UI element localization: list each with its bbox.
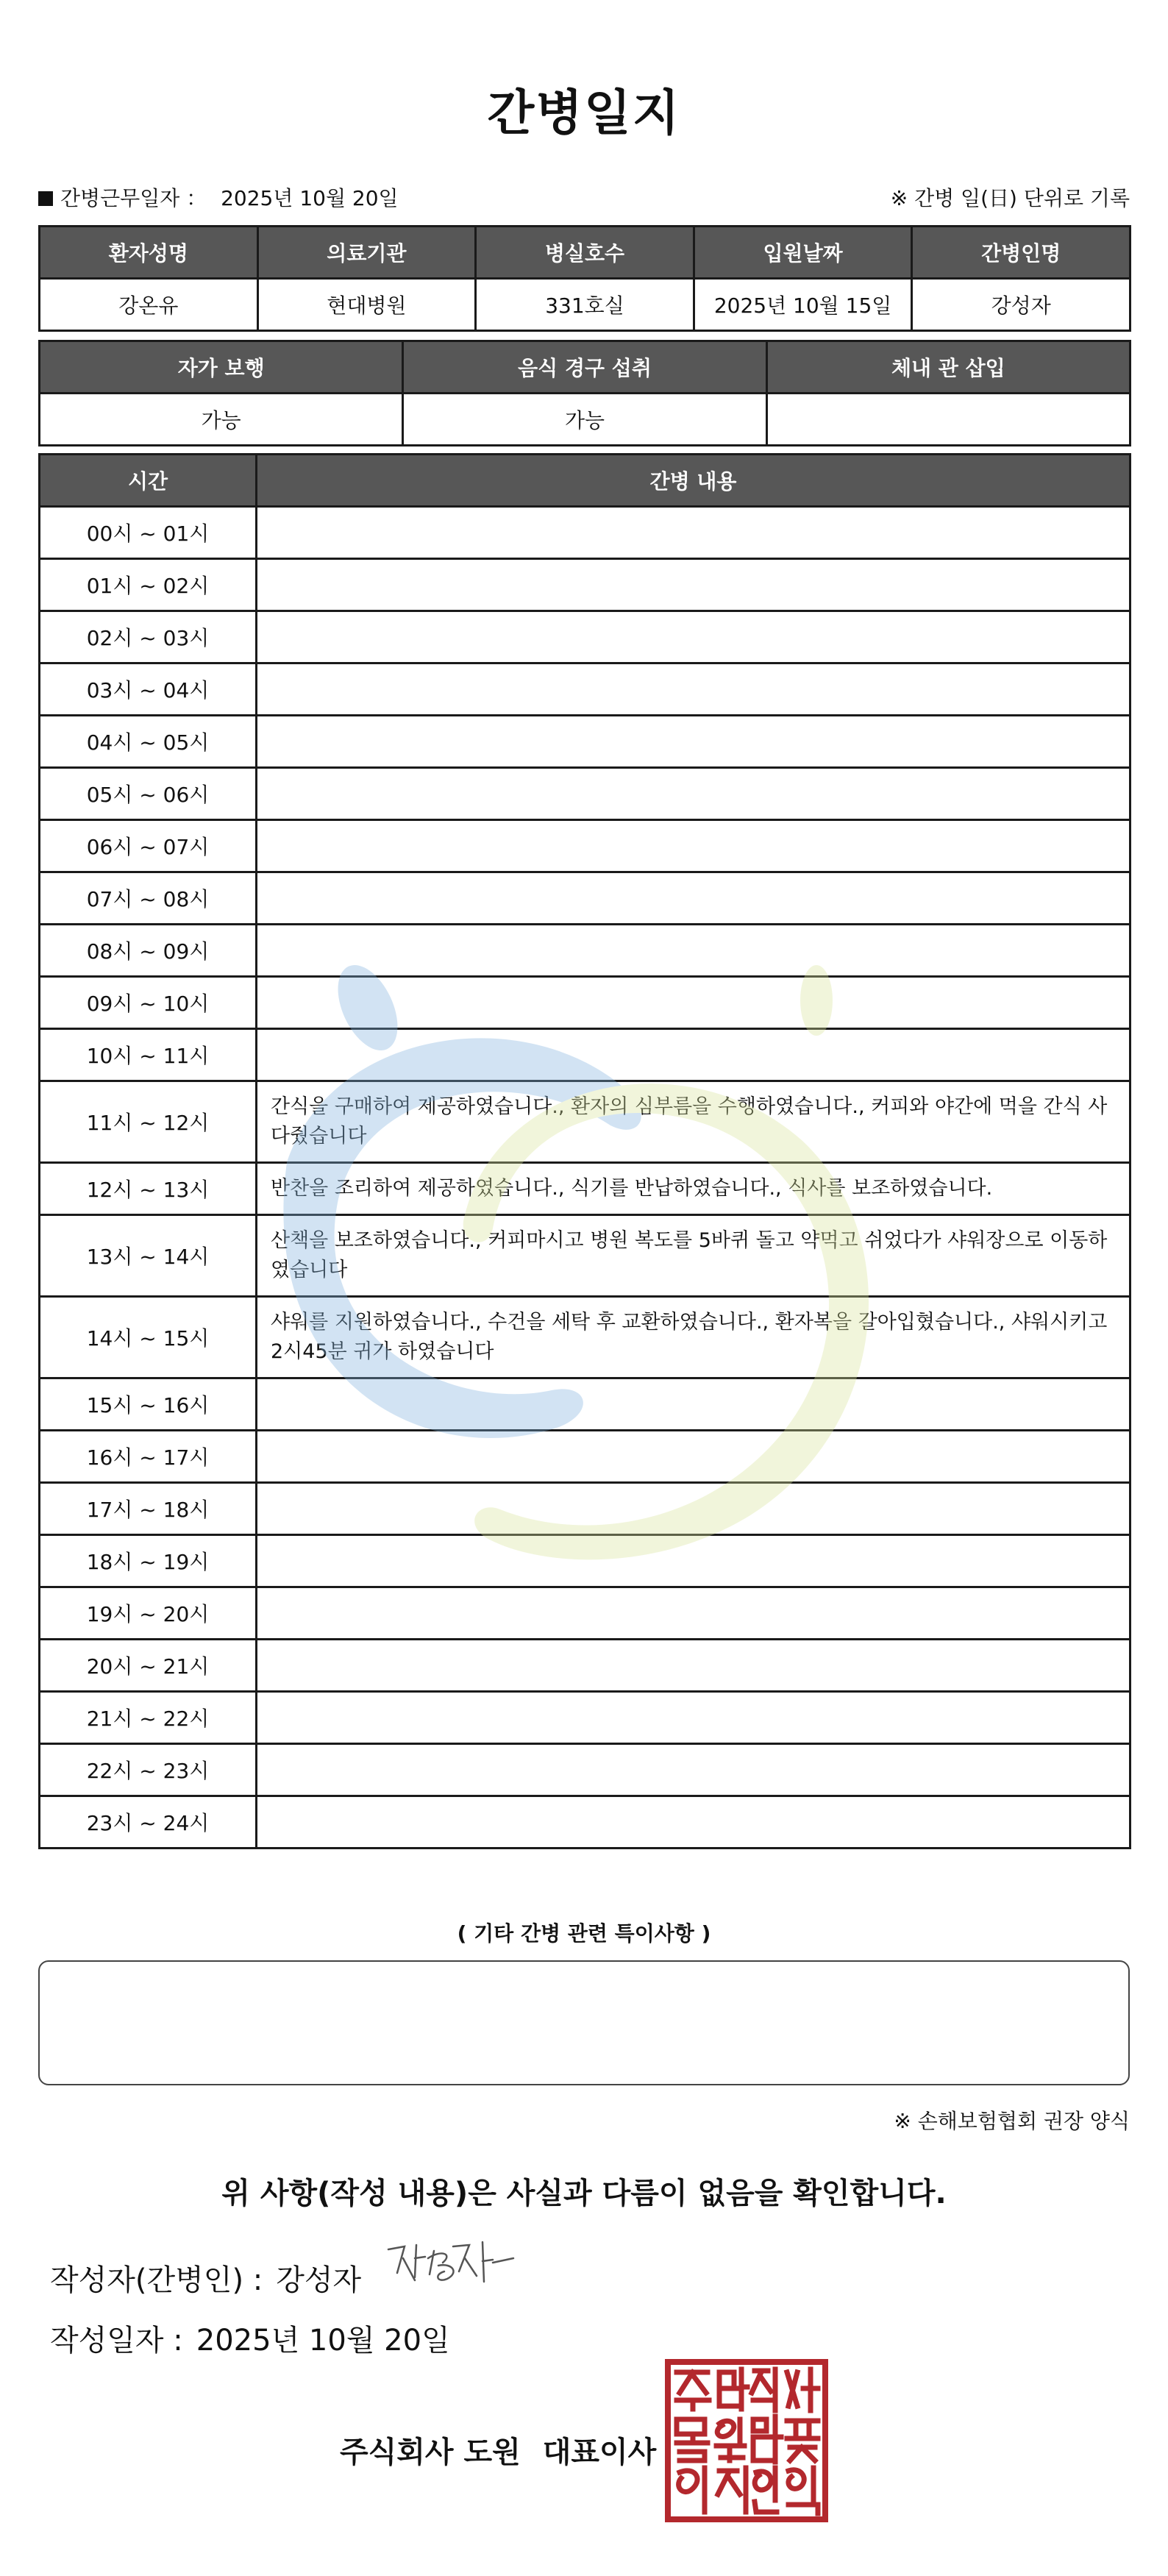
time-cell: 00시 ~ 01시 [40, 507, 257, 559]
time-cell: 14시 ~ 15시 [40, 1297, 257, 1378]
special-notes-box [38, 1960, 1130, 2085]
header-self-walking: 자가 보행 [40, 341, 403, 394]
time-cell: 03시 ~ 04시 [40, 663, 257, 716]
header-caregiver-name: 간병인명 [912, 227, 1130, 279]
writer-line [50, 2257, 361, 2299]
room-number-value: 331호실 [476, 279, 694, 331]
self-walking-value: 가능 [40, 394, 403, 446]
header-room-number: 병실호수 [476, 227, 694, 279]
table-row [40, 716, 1130, 768]
ceo-title: 대표이사 [542, 2436, 657, 2469]
time-cell: 01시 ~ 02시 [40, 559, 257, 611]
time-cell: 09시 ~ 10시 [40, 977, 257, 1029]
care-content-cell [257, 1378, 1130, 1431]
time-cell: 06시 ~ 07시 [40, 820, 257, 872]
writer-label: 작성자(간병인) : [50, 2263, 263, 2297]
time-cell: 18시 ~ 19시 [40, 1535, 257, 1587]
table-row [40, 1587, 1130, 1640]
time-cell: 07시 ~ 08시 [40, 872, 257, 925]
unit-note: ※ 간병 일(日) 단위로 기록 [890, 186, 1130, 210]
company-name: 주식회사 도원 [340, 2436, 521, 2469]
patient-info-header-row [40, 227, 1130, 279]
table-row [40, 1163, 1130, 1215]
care-content-cell [257, 1029, 1130, 1081]
table-row [40, 507, 1130, 559]
table-row [40, 872, 1130, 925]
table-row [40, 1215, 1130, 1297]
work-date-label: 간병근무일자 ： [60, 186, 207, 210]
table-row [40, 1744, 1130, 1796]
care-content-cell [257, 507, 1130, 559]
tube-insertion-value [766, 394, 1130, 446]
header-hospital: 의료기관 [257, 227, 476, 279]
header-oral-intake: 음식 경구 섭취 [403, 341, 766, 394]
care-content-cell [257, 663, 1130, 716]
time-cell: 16시 ~ 17시 [40, 1431, 257, 1483]
care-content-cell [257, 1640, 1130, 1692]
time-cell: 15시 ~ 16시 [40, 1378, 257, 1431]
document-title: 간병일지 [487, 85, 681, 141]
care-content-cell [257, 559, 1130, 611]
hospital-value: 현대병원 [257, 279, 476, 331]
table-row [40, 1029, 1130, 1081]
time-cell: 12시 ~ 13시 [40, 1163, 257, 1215]
special-notes-title: ( 기타 간병 관련 특이사항 ) [457, 1921, 711, 1946]
time-cell: 10시 ~ 11시 [40, 1029, 257, 1081]
handwritten-signature [382, 2236, 522, 2295]
care-content-cell [257, 768, 1130, 820]
care-content-cell [257, 1744, 1130, 1796]
time-cell: 13시 ~ 14시 [40, 1215, 257, 1297]
patient-info-table [38, 225, 1131, 332]
time-cell: 20시 ~ 21시 [40, 1640, 257, 1692]
table-row [40, 1297, 1130, 1378]
table-row [40, 1692, 1130, 1744]
table-row [40, 1640, 1130, 1692]
written-date-value: 2025년 10월 20일 [196, 2324, 450, 2358]
table-row [40, 1431, 1130, 1483]
status-value-row [40, 394, 1130, 446]
work-date-value: 2025년 10월 20일 [221, 186, 399, 210]
patient-info-value-row [40, 279, 1130, 331]
time-cell: 22시 ~ 23시 [40, 1744, 257, 1796]
care-content-cell [257, 1692, 1130, 1744]
confirmation-statement: 위 사항(작성 내용)은 사실과 다름이 없음을 확인합니다. [221, 2177, 947, 2210]
table-row [40, 1483, 1130, 1535]
time-cell: 08시 ~ 09시 [40, 925, 257, 977]
hourly-care-log-table [38, 453, 1131, 1849]
table-row [40, 1535, 1130, 1587]
table-row [40, 768, 1130, 820]
care-content-cell: 샤워를 지원하였습니다., 수건을 세탁 후 교환하였습니다., 환자복을 갈아입혔습니다., 샤워시키고 2시45분 귀가 하였습니다 [257, 1297, 1130, 1378]
time-cell: 11시 ~ 12시 [40, 1081, 257, 1163]
care-content-cell: 산책을 보조하였습니다., 커피마시고 병원 복도를 5바퀴 돌고 약먹고 쉬었다가 샤워장으로 이동하였습니다 [257, 1215, 1130, 1297]
care-content-cell [257, 872, 1130, 925]
care-content-cell [257, 1587, 1130, 1640]
table-row [40, 925, 1130, 977]
table-row [40, 611, 1130, 663]
header-admission-date: 입원날짜 [694, 227, 912, 279]
care-content-cell [257, 1796, 1130, 1849]
patient-status-table [38, 340, 1131, 446]
table-row [40, 820, 1130, 872]
written-date-label: 작성일자 : [50, 2324, 183, 2358]
writer-name: 강성자 [276, 2263, 362, 2297]
square-bullet-icon [38, 191, 53, 206]
table-row [40, 663, 1130, 716]
table-row [40, 977, 1130, 1029]
care-content-cell: 간식을 구매하여 제공하였습니다., 환자의 심부름을 수행하였습니다., 커피와 야간에 먹을 간식 사다줬습니다 [257, 1081, 1130, 1163]
header-care-content: 간병 내용 [257, 455, 1130, 507]
time-cell: 19시 ~ 20시 [40, 1587, 257, 1640]
table-row [40, 559, 1130, 611]
admission-date-value: 2025년 10월 15일 [694, 279, 912, 331]
caregiver-name-value: 강성자 [912, 279, 1130, 331]
care-content-cell [257, 1483, 1130, 1535]
care-content-cell [257, 716, 1130, 768]
care-content-cell [257, 1431, 1130, 1483]
header-patient-name: 환자성명 [40, 227, 258, 279]
time-cell: 23시 ~ 24시 [40, 1796, 257, 1849]
care-content-cell: 반찬을 조리하여 제공하였습니다., 식기를 반납하였습니다., 식사를 보조하였습니다. [257, 1163, 1130, 1215]
table-row [40, 1081, 1130, 1163]
company-line [340, 2429, 656, 2471]
care-content-cell [257, 820, 1130, 872]
time-cell: 17시 ~ 18시 [40, 1483, 257, 1535]
time-cell: 05시 ~ 06시 [40, 768, 257, 820]
company-seal-stamp [663, 2358, 830, 2524]
care-content-cell [257, 1535, 1130, 1587]
care-content-cell [257, 611, 1130, 663]
oral-intake-value: 가능 [403, 394, 766, 446]
table-row [40, 1378, 1130, 1431]
header-time: 시간 [40, 455, 257, 507]
form-source-note: ※ 손해보험협회 권장 양식 [894, 2109, 1130, 2133]
log-header-row [40, 455, 1130, 507]
written-date-line [50, 2317, 450, 2359]
care-content-cell [257, 977, 1130, 1029]
table-row [40, 1796, 1130, 1849]
status-header-row [40, 341, 1130, 394]
time-cell: 04시 ~ 05시 [40, 716, 257, 768]
work-date-line [38, 182, 399, 212]
patient-name-value: 강온유 [40, 279, 258, 331]
header-tube-insertion: 체내 관 삽입 [766, 341, 1130, 394]
care-content-cell [257, 925, 1130, 977]
time-cell: 02시 ~ 03시 [40, 611, 257, 663]
time-cell: 21시 ~ 22시 [40, 1692, 257, 1744]
